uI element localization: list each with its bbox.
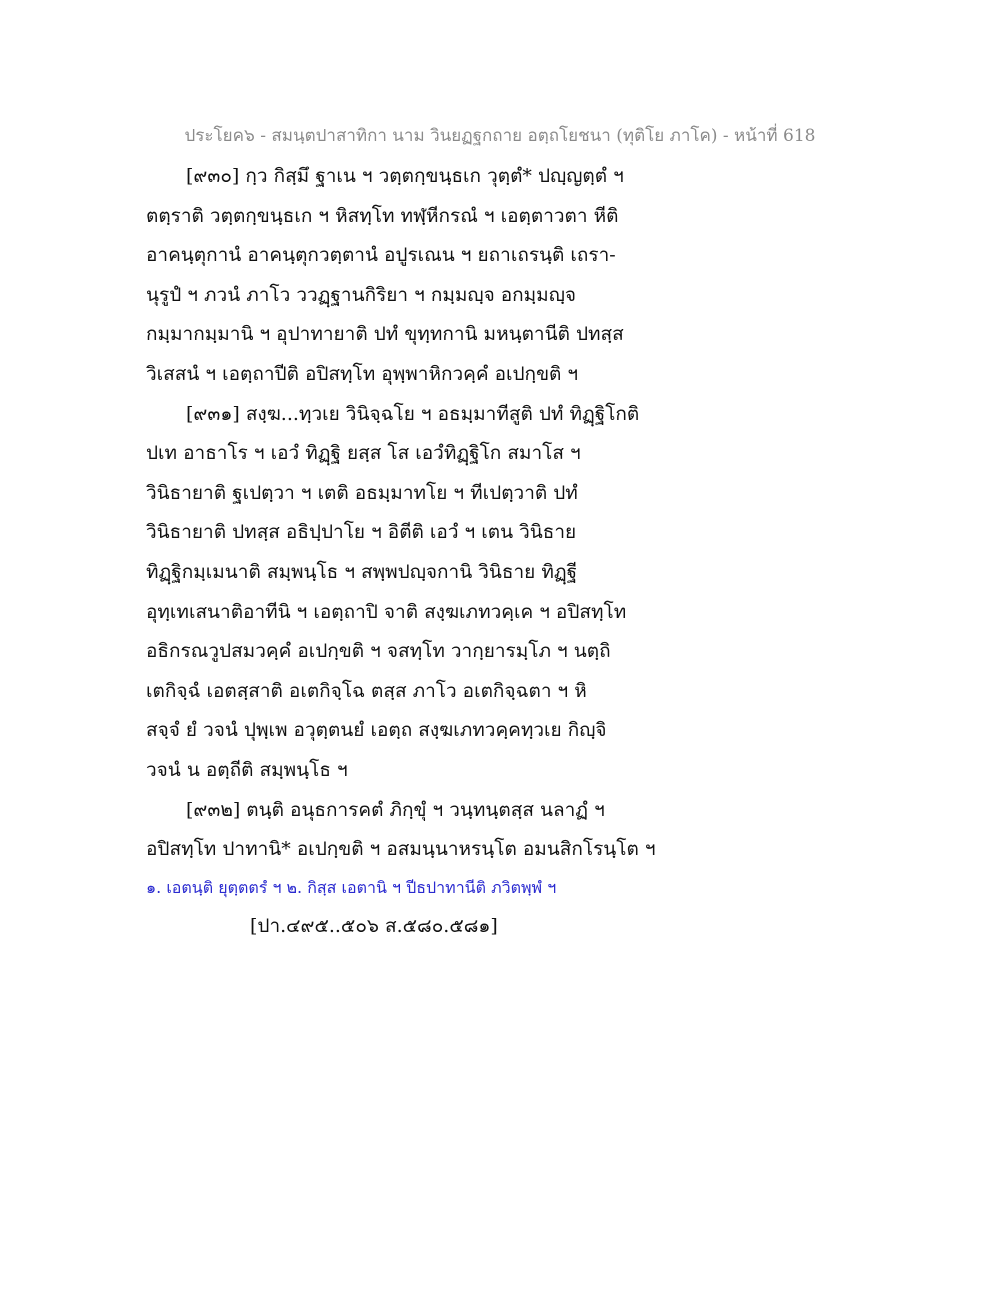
- paragraph-932-line: [๙๓๒] ตนฺติ อนุธการคตํ ภิกฺขุํ ฯ วนฺทนฺตสฺส นลาฏํ ฯ: [186, 798, 605, 821]
- paragraph-932-line: อปิสทฺโท ปาทานิ* อเปกฺขติ ฯ อสมนฺนาหรนฺโต อมนสิกโรนฺโต ฯ: [146, 838, 656, 861]
- paragraph-931-line: ปเท อาธาโร ฯ เอวํ ทิฏฺฐิ ยสฺส โส เอวํทิฏฺฐิโก สมาโส ฯ: [146, 442, 581, 465]
- paragraph-931-line: เตกิจฺฉํ เอตสฺสาติ อเตกิจฺโฉ ตสฺส ภาโว อเตกิจฺฉตา ฯ หิ: [146, 679, 587, 702]
- paragraph-931-line: วจนํ น อตฺถีติ สมฺพนฺโธ ฯ: [146, 758, 348, 781]
- page-reference: [ปา.๔๙๕..๕๐๖ ส.๕๘๐.๕๘๑]: [250, 914, 498, 937]
- footnote: ๑. เอตนฺติ ยุตฺตตรํ ฯ ๒. กิสฺส เอตานิ ฯ ปีธปาทานีติ ภวิตพฺพํ ฯ: [146, 877, 557, 897]
- paragraph-930-line: นุรูปํ ฯ ภวนํ ภาโว ววฏฺฐานกิริยา ฯ กมฺมญฺจ อกมฺมญฺจ: [146, 283, 577, 306]
- paragraph-931-line: [๙๓๑] สงฺฆ...ทฺวเย วินิจฺฉโย ฯ อธมฺมาทีสูติ ปทํ ทิฏฺฐิโกติ: [186, 402, 640, 425]
- paragraph-931-line: วินิธายาติ ฐเปตฺวา ฯ เตติ อธมฺมาทโย ฯ ทีเปตฺวาติ ปทํ: [146, 481, 578, 504]
- paragraph-930-line: ตตฺราติ วตฺตกฺขนฺธเก ฯ หิสทฺโท ทฬฺหีกรณํ ฯ เอตฺตาวตา หีติ: [146, 204, 619, 227]
- paragraph-930-line: อาคนฺตุกานํ อาคนฺตุกวตฺตานํ อปูรเณน ฯ ยถาเถรนฺติ เถรา-: [146, 244, 616, 267]
- paragraph-930-line: [๙๓๐] กฺว กิสฺมึ ฐาเน ฯ วตฺตกฺขนฺธเก วุตฺตํ* ปญฺญตฺตํ ฯ: [186, 165, 624, 187]
- paragraph-931-line: วินิธายาติ ปทสฺส อธิปฺปาโย ฯ อิตีติ เอวํ ฯ เตน วินิธาย: [146, 521, 577, 544]
- page-header: ประโยค๖ - สมนฺตปาสาทิกา นาม วินยฏฐกถาย อตฺถโยชนา (ทุติโย ภาโค) - หน้าที่ 618: [184, 126, 816, 146]
- document-body: [146, 157, 706, 946]
- paragraph-931-line: ทิฏฺฐิกมฺเมนาติ สมฺพนฺโธ ฯ สพฺพปญฺจกานิ วินิธาย ทิฏฺฐี: [146, 560, 578, 583]
- paragraph-931-line: อธิกรณวูปสมวคฺคํ อเปกฺขติ ฯ จสทฺโท วากฺยารมฺโภ ฯ นตฺถิ: [146, 640, 611, 663]
- paragraph-930-line: กมฺมากมฺมานิ ฯ อุปาทายาติ ปทํ ขุทฺทกานิ มหนฺตานีติ ปทสฺส: [146, 323, 624, 346]
- paragraph-930-line: วิเสสนํ ฯ เอตฺถาปีติ อปิสทฺโท อุพฺพาหิกวคฺคํ อเปกฺขติ ฯ: [146, 362, 579, 385]
- paragraph-931-line: อุทฺเทเสนาติอาทีนิ ฯ เอตฺถาปิ จาติ สงฺฆเภทวคฺเค ฯ อปิสทฺโท: [146, 600, 627, 623]
- paragraph-931-line: สจฺจํ ยํ วจนํ ปุพฺเพ อวุตฺตนยํ เอตฺถ สงฺฆเภทวคฺคทฺวเย กิญฺจิ: [146, 719, 607, 742]
